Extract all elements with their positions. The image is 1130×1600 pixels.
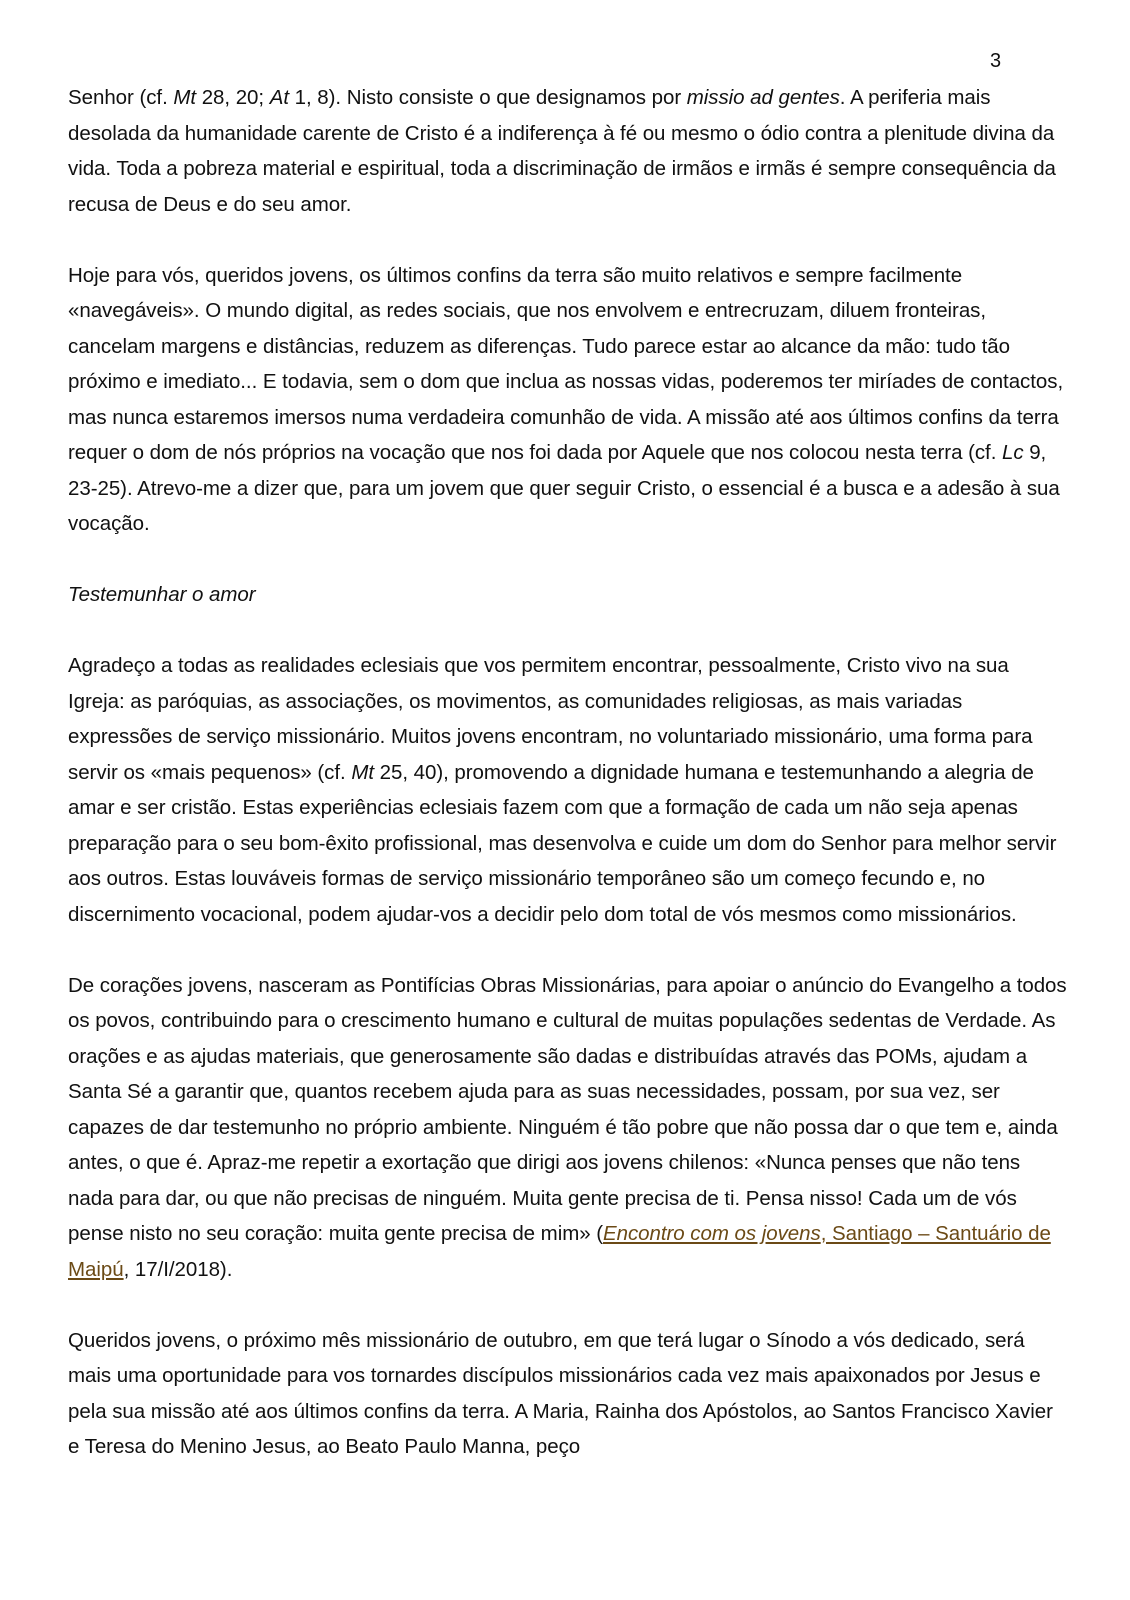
scripture-ref: At (269, 86, 289, 109)
text: 1, 8). Nisto consiste o que designamos por (288, 86, 687, 109)
citation-link-place: , Santiago – Santuário de Maipú (68, 1222, 1051, 1281)
text: 25, 40), promovendo a dignidade humana e testemunhando a alegria de amar e ser cristão. Estas experiências eclesiais fazem com que a formação de cada um não seja apenas preparação para o seu bom-êxito profissional, mas desenvolva e cuide um dom do Senhor para melhor servir aos outros. Estas louváveis formas de serviço missionário temporâneo são um começo fecundo e, no discernimento vocacional, podem ajudar-vos a decidir pelo dom total de vós mesmos como missionários. (68, 760, 1057, 926)
scripture-ref: Mt (351, 760, 374, 784)
scripture-ref: Mt (173, 86, 197, 109)
scripture-ref: Lc (1002, 441, 1024, 464)
text: Senhor (cf. (68, 86, 174, 109)
text: . A periferia mais desolada da humanidade carente de Cristo é a indiferença à fé ou mesmo o ódio contra a plenitude divina da vida. Toda a pobreza material e espiritual, toda a discriminação de irmãos e irmãs é sempre consequência da recusa de Deus e do seu amor. (68, 86, 1056, 216)
citation-link-title: Encontro com os jovens (603, 1222, 821, 1245)
text: Queridos jovens, o próximo mês missionário de outubro, em que terá lugar o Sínodo a vós dedicado, será mais uma oportunidade para vos tornardes discípulos missionários cada vez mais apaixonados por Jesus e pela sua missão até aos últimos confins da terra. A Maria, Rainha dos Apóstolos, ao Santos Francisco Xavier e Teresa do Menino Jesus, ao Beato Paulo Manna, peço (68, 1328, 1053, 1458)
latin-term: missio ad gentes (686, 86, 840, 109)
section-subheading: Testemunhar o amor (68, 583, 256, 606)
paragraph-1 (68, 80, 1068, 222)
text: De corações jovens, nasceram as Pontifícias Obras Missionárias, para apoiar o anúncio do Evangelho a todos os povos, contribuindo para o crescimento humano e cultural de muitas populações sedentas de Verdade. As orações e as ajudas materiais, que generosamente são dadas e distribuídas através das POMs, ajudam a Santa Sé a garantir que, quantos recebem ajuda para as suas necessidades, possam, por sua vez, ser capazes de dar testemunho no próprio ambiente. Ninguém é tão pobre que não possa dar o que tem e, ainda antes, o que é. Apraz-me repetir a exortação que dirigi aos jovens chilenos: «Nunca penses que não tens nada para dar, ou que não precisas de ninguém. Muita gente precisa de ti. Pensa nisso! Cada um de vós pense nisto no seu coração: muita gente precisa de mim» ( (68, 973, 1067, 1245)
text: 28, 20; (196, 86, 270, 109)
paragraph-3 (68, 648, 1068, 932)
document-body (68, 80, 1068, 1500)
paragraph-4 (68, 968, 1068, 1288)
paragraph-5 (68, 1323, 1068, 1465)
text: , 17/I/2018). (123, 1257, 233, 1281)
text: Hoje para vós, queridos jovens, os últimos confins da terra são muito relativos e sempre facilmente «navegáveis». O mundo digital, as redes sociais, que nos envolvem e entrecruzam, diluem fronteiras, cancelam margens e distâncias, reduzem as diferenças. Tudo parece estar ao alcance da mão: tudo tão próximo e imediato... E todavia, sem o dom que inclua as nossas vidas, poderemos ter miríades de contactos, mas nunca estaremos imersos numa verdadeira comunhão de vida. A missão até aos últimos confins da terra requer o dom de nós próprios na vocação que nos foi dada por Aquele que nos colocou nesta terra (cf. (68, 263, 1064, 464)
paragraph-2 (68, 258, 1068, 542)
text: Agradeço a todas as realidades eclesiais que vos permitem encontrar, pessoalmente, Cristo vivo na sua Igreja: as paróquias, as associações, os movimentos, as comunidades religiosas, as mais variadas expressões de serviço missionário. Muitos jovens encontram, no voluntariado missionário, uma forma para servir os «mais pequenos» (cf. (68, 654, 1033, 784)
page-number: 3 (990, 50, 1002, 72)
text: 9, 23-25). Atrevo-me a dizer que, para um jovem que quer seguir Cristo, o essencial é a busca e a adesão à sua vocação. (68, 441, 1060, 535)
